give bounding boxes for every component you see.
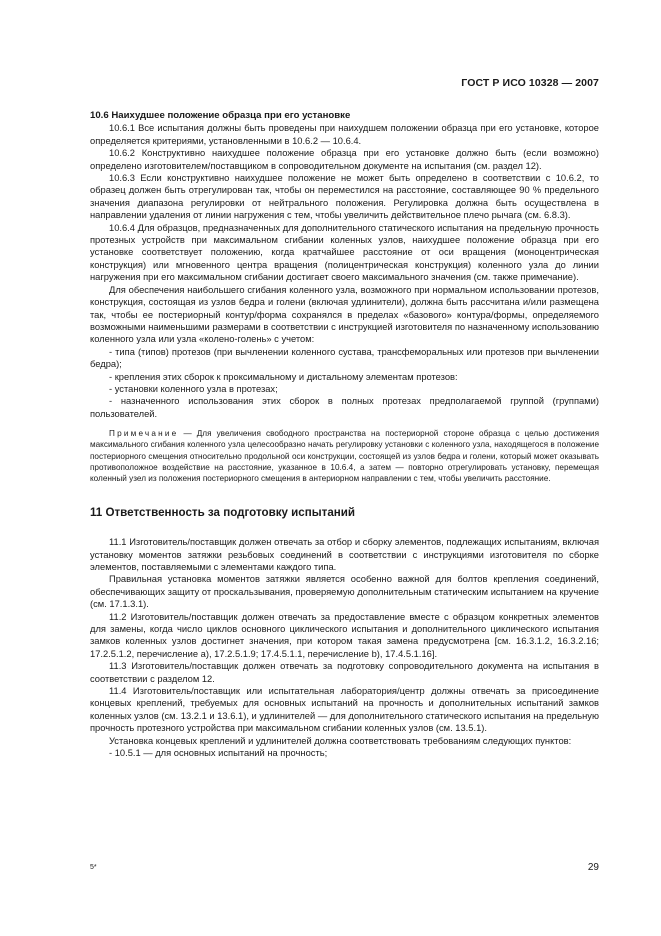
paragraph-10-6-1: 10.6.1 Все испытания должны быть проведены при наихудшем положении образца при его установке, которое определяется критериями, установленными в 10.6.2 — 10.6.4. bbox=[90, 123, 599, 146]
section-10-6-title: 10.6 Наихудшее положение образца при его установке bbox=[90, 110, 351, 121]
note bbox=[90, 428, 599, 484]
paragraph-11-2: 11.2 Изготовитель/поставщик должен отвечать за предоставление вместе с образцом конкретных элементов для замены, когда число циклов основного циклического испытания и дополнительного циклического испытания замков коленных узлов достигнет значения, при котором такая замена предусмотрена [см. 16.3.1.2, 16.3.2.16; 17.2.5.1.2, перечисление а), 17.2.5.1.9; 17.4.5.1.1, перечисление b), 17.4.5.1.16]. bbox=[90, 611, 599, 659]
list-item: - 10.5.1 — для основных испытаний на прочность; bbox=[109, 748, 328, 759]
list-item: - установки коленного узла в протезах; bbox=[109, 383, 278, 394]
paragraph-flexion-provision: Для обеспечения наибольшего сгибания коленного узла, возможного при нормальном использовании протезов, конструкция, состоящая из узлов бедра и голени (включая удлинители), должна быть рассчитана и/или размещена так, чтобы ее постериорный контур/форма сохранялся в пределах «базового» контура/формы, определяемого возможными наименьшими размерами в соответствии с инструкцией изготовителя по назначенному использованию коленного узла или узла «колено-голень» с учетом: bbox=[90, 284, 599, 345]
list-item: - крепления этих сборок к проксимальному и дистальному элементам протезов: bbox=[109, 371, 458, 382]
paragraph-10-6-3: 10.6.3 Если конструктивно наихудшее положение не может быть определено в соответствии с 10.6.2, то образец должен быть отрегулирован так, чтобы он переместился на расстояние, составляющее 90 % предельного значения диапазона регулировки от нейтрального положения. Регулировка должна быть осуществлена в направлении удаления от линии нагружения с тем, чтобы увеличить действительное плечо рычага (см. 6.8.3). bbox=[90, 173, 599, 221]
note-text: — Для увеличения свободного пространства на постериорной стороне образца с целью достижения максимального сгибания коленного узла целесообразно начать регулировку установки с коленного узла, находящегося в положение постериорного смещения относительно продольной оси конструкции, состоящей из узлов бедра и голени, который может оказывать противоположное воздействие на расстояние, указанное в 10.6.4, а затем — повторно отрегулировать установку, перемещая коленный узел из положения постериорного смещения в антериорном направлении с тем, чтобы увеличить расстояние. bbox=[90, 429, 599, 483]
paragraph-11-3: 11.3 Изготовитель/поставщик должен отвечать за подготовку сопроводительного документа на испытания в соответствии с разделом 12. bbox=[90, 661, 599, 684]
paragraph-10-6-4: 10.6.4 Для образцов, предназначенных для дополнительного статического испытания на предельную прочность протезных устройств при максимальном сгибании коленных узлов, наихудшее положение образца при его установке соответствует положению, когда кратчайшее расстояние от оси вращения (моноцентрическая конструкция) или мгновенного центра вращения (полицентрическая конструкция) коленного узла до линии нагружения при его максимальном сгибании достигает своего максимального значения (см. также примечание). bbox=[90, 222, 599, 283]
paragraph-10-6-2: 10.6.2 Конструктивно наихудшее положение образца при его установке должно быть (если возможно) определено изготовителем/поставщиком в сопроводительном документе на испытания (см. раздел 12). bbox=[90, 148, 599, 171]
page-number: 29 bbox=[587, 862, 599, 873]
list-item: - назначенного использования этих сборок в полных протезах предполагаемой группой (группами) пользователей. bbox=[90, 396, 599, 419]
paragraph-11-1: 11.1 Изготовитель/поставщик должен отвечать за отбор и сборку элементов, подлежащих испытаниям, включая установку моментов затяжки резьбовых соединений в соответствии с инструкциями изготовителя по сборке элементов, поставляемыми с элементами каждого типа. bbox=[90, 537, 599, 572]
list-item: - типа (типов) протезов (при вычленении коленного сустава, трансфеморальных или протезов при вычленении бедра); bbox=[90, 346, 599, 370]
section-11-title: 11 Ответственность за подготовку испытаний bbox=[90, 506, 356, 520]
paragraph-11-4: 11.4 Изготовитель/поставщик или испытательная лаборатория/центр должны отвечать за присоединение концевых креплений, требуемых для основных испытаний на прочность и дополнительных испытаний замков коленных узлов (см. 13.2.1 и 13.6.1), и удлинителей — для дополнительного статического испытания на предельную прочность протезного устройства при максимальном сгибании коленных узлов (см. 13.5.1). bbox=[90, 686, 599, 734]
paragraph-torque: Правильная установка моментов затяжки является особенно важной для болтов крепления соединений, обеспечивающих защиту от проскальзывания, проверяемую дополнительным статическим испытанием на кручение (см. 17.1.3.1). bbox=[90, 574, 599, 610]
page-body bbox=[90, 110, 599, 759]
signature-mark: 5* bbox=[90, 864, 97, 871]
note-label: Примечание bbox=[109, 429, 179, 439]
document-id-header: ГОСТ Р ИСО 10328 — 2007 bbox=[461, 77, 599, 89]
paragraph-end-fittings: Установка концевых креплений и удлинителей должна соответствовать требованиям следующих пунктов: bbox=[109, 735, 572, 746]
